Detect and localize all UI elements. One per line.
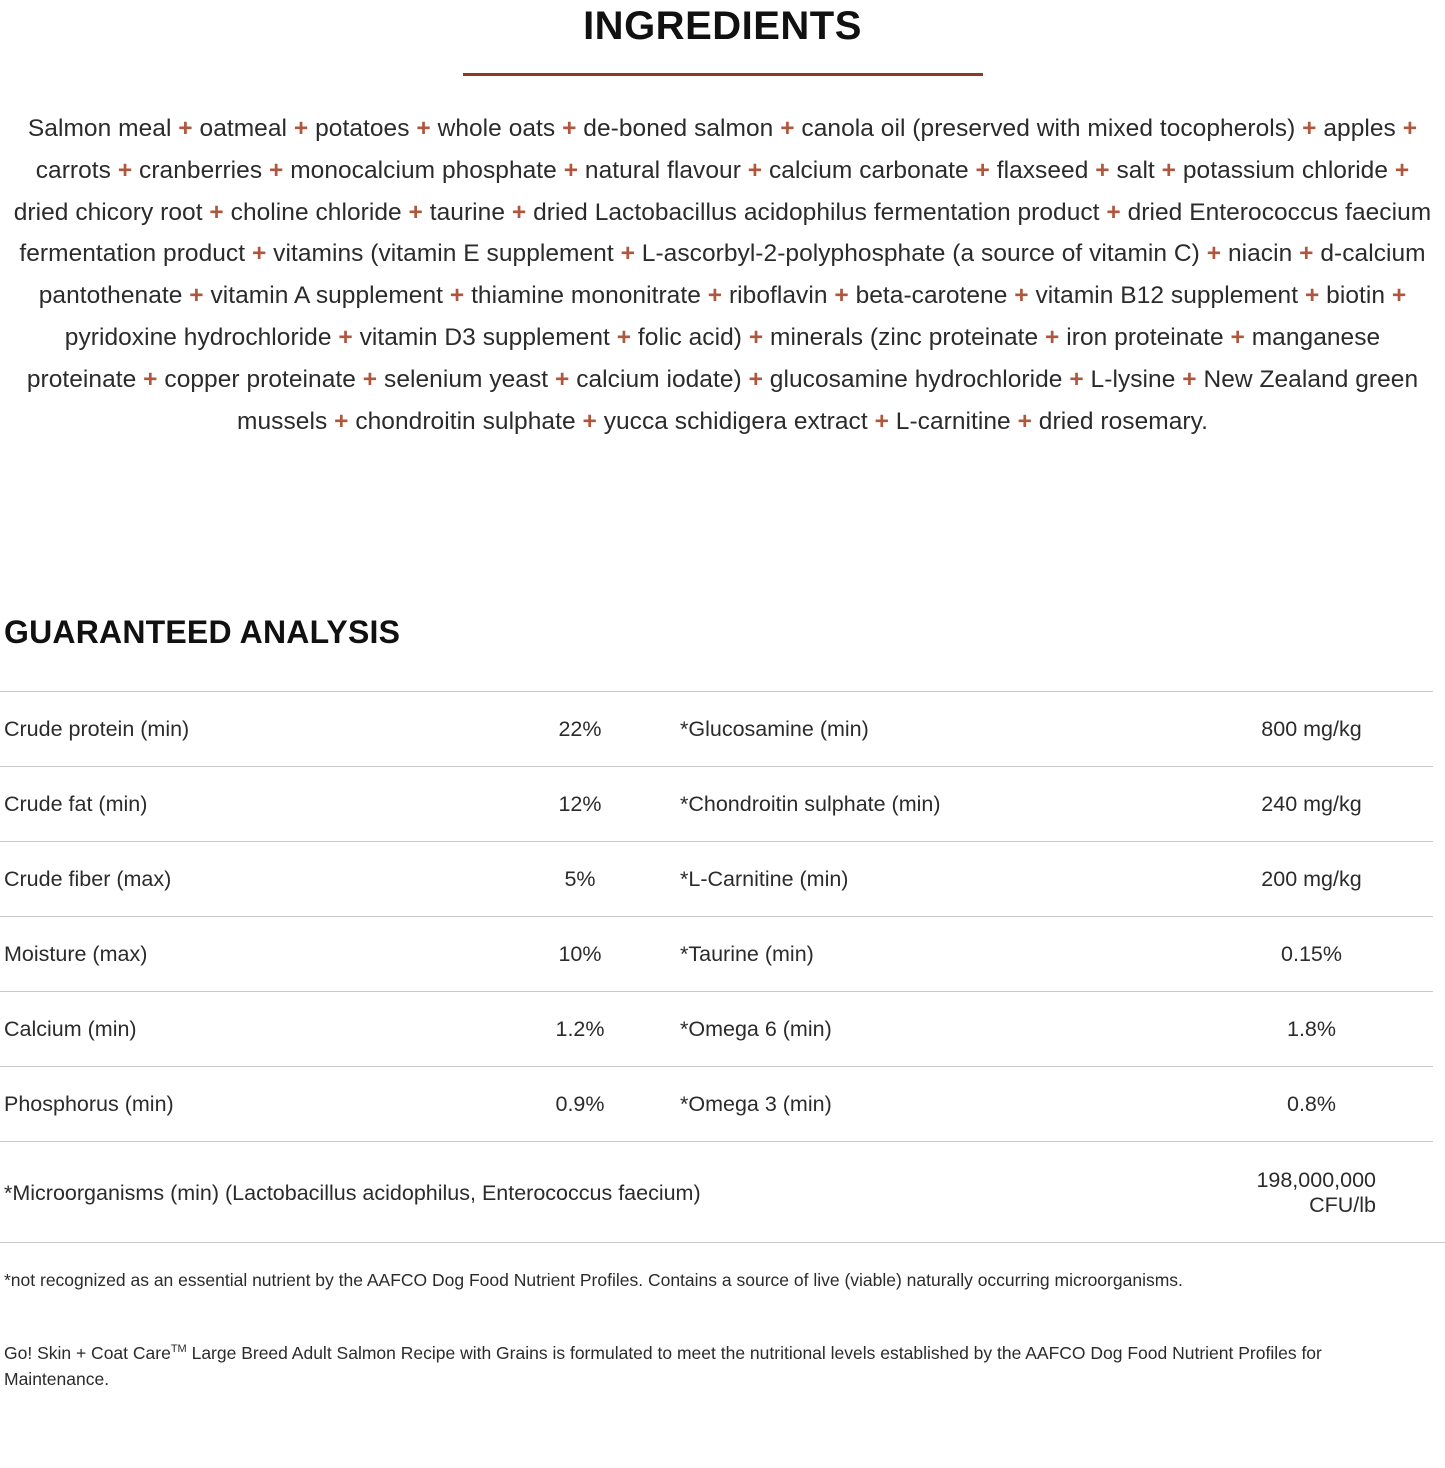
ingredient-separator-plus: + bbox=[582, 407, 597, 435]
ingredient-separator-plus: + bbox=[562, 115, 577, 142]
table-row bbox=[0, 842, 1433, 917]
nutrient-value-right: 1.8% bbox=[1286, 1017, 1336, 1042]
nutrient-label-left: Moisture (max) bbox=[4, 942, 148, 967]
nutrient-value-right: 240 mg/kg bbox=[1261, 792, 1362, 817]
ingredient-separator-plus: + bbox=[874, 407, 889, 435]
trademark-symbol: TM bbox=[170, 1343, 187, 1356]
nutrient-value-left: 22% bbox=[558, 717, 602, 742]
microorganisms-value: 198,000,000 CFU/lb bbox=[1256, 1168, 1376, 1218]
ingredient-separator-plus: + bbox=[1095, 156, 1110, 184]
ingredient-separator-plus: + bbox=[1391, 282, 1407, 310]
ingredient-separator-plus: + bbox=[143, 365, 158, 393]
nutrient-value-right: 200 mg/kg bbox=[1261, 867, 1362, 892]
ingredient-separator-plus: + bbox=[563, 156, 579, 184]
footnote-statement-rest: Large Breed Adult Salmon Recipe with Grains is formulated to meet the nutritional levels established by the AAFCO Dog Food Nutrient Profiles for Maintenance. bbox=[4, 1343, 1322, 1390]
table-row bbox=[0, 992, 1433, 1067]
ingredient-separator-plus: + bbox=[1069, 365, 1084, 393]
ingredient-separator-plus: + bbox=[748, 365, 763, 393]
ingredient-separator-plus: + bbox=[511, 198, 527, 226]
ingredient-separator-plus: + bbox=[1182, 365, 1197, 393]
ingredient-separator-plus: + bbox=[293, 115, 309, 142]
ingredient-separator-plus: + bbox=[1304, 282, 1320, 310]
nutrient-label-right: *Glucosamine (min) bbox=[680, 717, 869, 742]
table-row bbox=[0, 917, 1433, 992]
ingredient-separator-plus: + bbox=[1302, 115, 1317, 142]
footnotes bbox=[0, 1242, 1445, 1392]
guaranteed-analysis-table bbox=[0, 691, 1433, 1242]
ingredient-separator-plus: + bbox=[1230, 323, 1245, 351]
nutrient-label-left: Phosphorus (min) bbox=[4, 1092, 174, 1117]
table-row bbox=[0, 692, 1433, 767]
ingredient-separator-plus: + bbox=[1394, 156, 1410, 184]
ingredient-separator-plus: + bbox=[975, 156, 990, 184]
nutrient-value-right: 0.8% bbox=[1286, 1092, 1336, 1117]
nutrient-value-right: 0.15% bbox=[1281, 942, 1342, 967]
nutrient-label-left: Crude protein (min) bbox=[4, 717, 190, 742]
ingredients-heading: INGREDIENTS bbox=[583, 4, 862, 48]
ingredient-separator-plus: + bbox=[1017, 407, 1032, 435]
ingredient-separator-plus: + bbox=[1014, 282, 1029, 310]
guaranteed-analysis-heading: GUARANTEED ANALYSIS bbox=[4, 614, 401, 651]
nutrient-label-right: *Taurine (min) bbox=[680, 942, 814, 967]
ingredient-separator-plus: + bbox=[616, 323, 632, 351]
ingredient-separator-plus: + bbox=[408, 198, 423, 226]
nutrient-label-left: Crude fiber (max) bbox=[4, 867, 172, 892]
table-row bbox=[0, 767, 1433, 842]
ingredient-separator-plus: + bbox=[117, 156, 133, 184]
footnote-aafco-statement bbox=[4, 1336, 1404, 1392]
ingredient-separator-plus: + bbox=[1206, 240, 1222, 268]
microorganisms-label: *Microorganisms (min) (Lactobacillus acidophilus, Enterococcus faecium) bbox=[4, 1180, 701, 1205]
nutrient-value-right: 800 mg/kg bbox=[1261, 717, 1362, 742]
nutrient-value-left: 10% bbox=[558, 942, 602, 967]
nutrient-label-right: *L-Carnitine (min) bbox=[680, 867, 849, 892]
ingredient-separator-plus: + bbox=[707, 282, 723, 310]
heading-divider bbox=[463, 73, 983, 76]
ingredient-separator-plus: + bbox=[449, 282, 465, 310]
nutrient-label-right: *Omega 6 (min) bbox=[680, 1017, 832, 1042]
ingredients-list bbox=[8, 108, 1437, 442]
ingredients-text: Salmon meal + oatmeal + potatoes + whole oats + de-boned salmon + canola oil (preserved with mixed tocopherols) + apples + carrots + cranberries + monocalcium phosphate + natural flavour + calcium carbonate + flaxseed + salt + potassium chloride + dried chicory root + choline chloride + taurine + dried Lactobacillus acidophilus fermentation product + dried Enterococcus faecium fermentation product + vitamins (vitamin E supplement + L-ascorbyl-2-polyphosphate (a source of vitamin C) + niacin + d-calcium pantothenate + vitamin A supplement + thiamine mononitrate + riboflavin + beta-carotene + vitamin B12 supplement + biotin + pyridoxine hydrochloride + vitamin D3 supplement + folic acid) + minerals (zinc proteinate + iron proteinate + manganese proteinate + copper proteinate + selenium yeast + calcium iodate) + glucosamine hydrochloride + L-lysine + New Zealand green mussels + chondroitin sulphate + yucca schidigera extract + L-carnitine + dried rosemary. bbox=[13, 115, 1432, 435]
ingredient-separator-plus: + bbox=[362, 365, 378, 393]
ingredient-separator-plus: + bbox=[334, 407, 349, 435]
ingredient-separator-plus: + bbox=[178, 115, 193, 142]
nutrient-label-right: *Omega 3 (min) bbox=[680, 1092, 832, 1117]
ingredient-separator-plus: + bbox=[620, 240, 635, 268]
ingredient-separator-plus: + bbox=[748, 323, 764, 351]
footnote-product-name: Go! Skin + Coat Care bbox=[4, 1343, 171, 1364]
ingredient-separator-plus: + bbox=[780, 115, 795, 142]
nutrient-value-left: 0.9% bbox=[555, 1092, 605, 1117]
ingredient-separator-plus: + bbox=[209, 198, 224, 226]
ingredient-separator-plus: + bbox=[1161, 156, 1177, 184]
table-row bbox=[0, 1067, 1433, 1142]
ingredient-separator-plus: + bbox=[1299, 240, 1314, 268]
nutrient-label-left: Calcium (min) bbox=[4, 1017, 137, 1042]
ingredient-separator-plus: + bbox=[338, 323, 353, 351]
ingredient-separator-plus: + bbox=[189, 282, 204, 310]
ingredient-separator-plus: + bbox=[747, 156, 763, 184]
ingredient-separator-plus: + bbox=[268, 156, 284, 184]
nutrient-value-left: 1.2% bbox=[555, 1017, 605, 1042]
nutrient-value-left: 5% bbox=[564, 867, 596, 892]
nutrient-label-left: Crude fat (min) bbox=[4, 792, 148, 817]
ingredient-separator-plus: + bbox=[554, 365, 570, 393]
table-row-microorganisms bbox=[0, 1142, 1433, 1243]
ingredient-separator-plus: + bbox=[416, 115, 431, 142]
nutrient-value-left: 12% bbox=[558, 792, 602, 817]
ingredient-separator-plus: + bbox=[834, 282, 849, 310]
ingredient-separator-plus: + bbox=[251, 240, 267, 268]
ingredient-separator-plus: + bbox=[1045, 323, 1060, 351]
ingredient-separator-plus: + bbox=[1106, 198, 1121, 226]
ingredient-separator-plus: + bbox=[1402, 115, 1418, 142]
nutrient-label-right: *Chondroitin sulphate (min) bbox=[680, 792, 941, 817]
footnote-asterisk: *not recognized as an essential nutrient by the AAFCO Dog Food Nutrient Profiles. Contains a source of live (viable) naturally occurring microorganisms. bbox=[4, 1270, 1183, 1291]
